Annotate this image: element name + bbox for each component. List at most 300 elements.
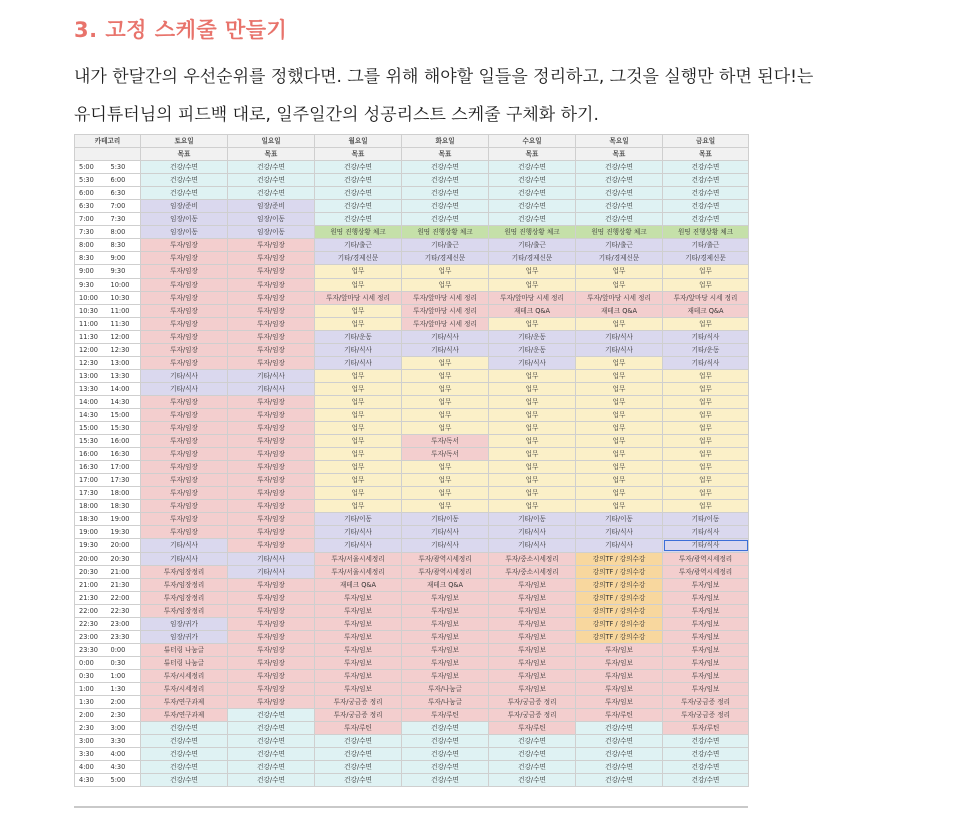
time-start: 4:00 <box>75 761 109 774</box>
schedule-cell: 기타/출근 <box>489 239 576 252</box>
time-end: 7:00 <box>109 200 141 213</box>
time-start: 3:30 <box>75 748 109 761</box>
schedule-cell: 투자/임장 <box>228 356 315 369</box>
schedule-cell: 업무 <box>402 461 489 474</box>
schedule-cell: 투자/임보 <box>489 578 576 591</box>
schedule-cell: 업무 <box>315 500 402 513</box>
schedule-cell: 투자/임장 <box>228 291 315 304</box>
schedule-cell: 투자/임보 <box>402 669 489 682</box>
schedule-cell: 업무 <box>315 278 402 291</box>
schedule-cell: 투자/임장 <box>228 682 315 695</box>
schedule-cell: 기타/식사 <box>576 330 663 343</box>
schedule-cell: 건강/수면 <box>228 161 315 174</box>
schedule-cell: 투자/시세정리 <box>141 669 228 682</box>
schedule-cell: 튜터링 나눔글 <box>141 643 228 656</box>
schedule-cell: 건강/수면 <box>315 213 402 226</box>
schedule-cell: 기타/식사 <box>663 330 749 343</box>
day-header: 수요일 <box>489 135 576 148</box>
schedule-cell: 투자/임보 <box>663 604 749 617</box>
table-row <box>75 735 749 748</box>
time-end: 6:30 <box>109 187 141 200</box>
schedule-cell: 기타/식사 <box>663 526 749 539</box>
time-start: 18:00 <box>75 500 109 513</box>
schedule-cell: 건강/수면 <box>141 774 228 787</box>
schedule-cell: 업무 <box>576 278 663 291</box>
schedule-cell: 업무 <box>402 356 489 369</box>
schedule-cell: 임장/준비 <box>228 200 315 213</box>
table-row <box>75 317 749 330</box>
table-row <box>75 200 749 213</box>
schedule-cell: 기타/식사 <box>576 343 663 356</box>
schedule-cell: 투자/궁금증 정리 <box>315 709 402 722</box>
schedule-cell: 투자/임장 <box>228 252 315 265</box>
schedule-cell: 건강/수면 <box>663 735 749 748</box>
schedule-cell: 투자/임장 <box>141 317 228 330</box>
schedule-cell: 기타/식사 <box>489 356 576 369</box>
schedule-cell: 기타/운동 <box>315 330 402 343</box>
time-end: 21:00 <box>109 565 141 578</box>
table-row <box>75 343 749 356</box>
schedule-cell: 투자/임장정리 <box>141 565 228 578</box>
time-end: 16:00 <box>109 435 141 448</box>
schedule-cell: 건강/수면 <box>402 213 489 226</box>
schedule-cell: 기타/식사 <box>489 539 576 552</box>
schedule-cell: 투자/임보 <box>663 591 749 604</box>
schedule-cell: 투자/임장 <box>228 500 315 513</box>
schedule-cell: 업무 <box>663 435 749 448</box>
table-row <box>75 513 749 526</box>
time-start: 8:30 <box>75 252 109 265</box>
schedule-cell: 기타/식사 <box>315 356 402 369</box>
schedule-cell: 건강/수면 <box>315 161 402 174</box>
time-start: 5:30 <box>75 174 109 187</box>
schedule-cell: 기타/출근 <box>315 239 402 252</box>
day-header: 화요일 <box>402 135 489 148</box>
time-start: 4:30 <box>75 774 109 787</box>
schedule-cell: 기타/식사 <box>228 552 315 565</box>
schedule-cell: 건강/수면 <box>402 200 489 213</box>
table-row <box>75 369 749 382</box>
schedule-cell: 기타/식사 <box>228 369 315 382</box>
table-row <box>75 278 749 291</box>
schedule-cell: 투자/임보 <box>315 669 402 682</box>
schedule-cell: 업무 <box>315 435 402 448</box>
schedule-cell: 기타/경제신문 <box>315 252 402 265</box>
schedule-cell: 투자/루틴 <box>489 722 576 735</box>
table-row <box>75 604 749 617</box>
schedule-cell: 기타/경제신문 <box>663 252 749 265</box>
schedule-cell: 건강/수면 <box>663 774 749 787</box>
schedule-cell: 투자/임보 <box>489 604 576 617</box>
schedule-cell: 투자/임보 <box>315 643 402 656</box>
schedule-cell: 건강/수면 <box>141 722 228 735</box>
schedule-cell: 업무 <box>315 474 402 487</box>
time-end: 12:00 <box>109 330 141 343</box>
schedule-cell: 업무 <box>402 395 489 408</box>
schedule-cell: 업무 <box>663 265 749 278</box>
schedule-cell: 투자/임장 <box>228 669 315 682</box>
schedule-cell: 업무 <box>576 382 663 395</box>
schedule-cell: 업무 <box>663 369 749 382</box>
schedule-cell: 기타/운동 <box>489 330 576 343</box>
schedule-cell: 기타/식사 <box>576 539 663 552</box>
schedule-cell: 투자/임보 <box>315 591 402 604</box>
time-start: 19:00 <box>75 526 109 539</box>
time-end: 19:30 <box>109 526 141 539</box>
schedule-cell: 업무 <box>489 500 576 513</box>
goal-subheader: 목표 <box>141 148 228 161</box>
time-start: 3:00 <box>75 735 109 748</box>
table-row <box>75 578 749 591</box>
schedule-cell: 투자/임장 <box>228 539 315 552</box>
schedule-cell: 업무 <box>576 500 663 513</box>
weekly-schedule-table <box>74 134 749 787</box>
schedule-cell: 건강/수면 <box>489 187 576 200</box>
schedule-cell: 투자/임장 <box>141 487 228 500</box>
schedule-cell: 기타/식사 <box>315 539 402 552</box>
schedule-cell: 건강/수면 <box>228 174 315 187</box>
table-row <box>75 709 749 722</box>
schedule-cell: 투자/임보 <box>489 591 576 604</box>
schedule-cell: 투자/서울시세정리 <box>315 565 402 578</box>
schedule-cell: 건강/수면 <box>663 748 749 761</box>
table-row <box>75 761 749 774</box>
schedule-cell: 업무 <box>402 369 489 382</box>
schedule-cell: 건강/수면 <box>576 213 663 226</box>
schedule-cell: 투자/앞마당 시세 정리 <box>402 304 489 317</box>
time-end: 16:30 <box>109 448 141 461</box>
day-header: 일요일 <box>228 135 315 148</box>
schedule-cell: 투자/임장 <box>141 513 228 526</box>
schedule-cell: 업무 <box>576 369 663 382</box>
time-end: 3:00 <box>109 722 141 735</box>
goal-subheader: 목표 <box>576 148 663 161</box>
goal-subheader: 목표 <box>228 148 315 161</box>
table-row <box>75 265 749 278</box>
schedule-cell: 건강/수면 <box>489 174 576 187</box>
schedule-cell: 업무 <box>576 448 663 461</box>
time-end: 1:30 <box>109 682 141 695</box>
schedule-cell: 건강/수면 <box>315 187 402 200</box>
schedule-cell: 투자/임장 <box>228 408 315 421</box>
schedule-cell: 업무 <box>663 395 749 408</box>
schedule-cell: 투자/임보 <box>402 604 489 617</box>
schedule-cell: 기타/식사 <box>228 382 315 395</box>
time-start: 16:30 <box>75 461 109 474</box>
schedule-cell: 기타/식사 <box>141 369 228 382</box>
schedule-cell: 업무 <box>489 369 576 382</box>
table-row <box>75 487 749 500</box>
schedule-cell: 기타/경제신문 <box>576 252 663 265</box>
table-row <box>75 422 749 435</box>
schedule-cell: 업무 <box>315 395 402 408</box>
schedule-cell: 투자/임장 <box>141 239 228 252</box>
time-start: 10:00 <box>75 291 109 304</box>
schedule-cell: 건강/수면 <box>402 748 489 761</box>
table-row <box>75 630 749 643</box>
schedule-cell: 업무 <box>576 461 663 474</box>
time-start: 23:30 <box>75 643 109 656</box>
table-row <box>75 161 749 174</box>
schedule-cell: 건강/수면 <box>315 200 402 213</box>
schedule-cell: 투자/임보 <box>315 617 402 630</box>
time-end: 14:00 <box>109 382 141 395</box>
schedule-cell: 기타/식사 <box>402 526 489 539</box>
schedule-cell: 건강/수면 <box>663 187 749 200</box>
time-start: 14:30 <box>75 408 109 421</box>
schedule-cell: 업무 <box>663 487 749 500</box>
schedule-cell: 업무 <box>576 435 663 448</box>
time-end: 11:00 <box>109 304 141 317</box>
schedule-cell: 업무 <box>315 382 402 395</box>
time-start: 13:00 <box>75 369 109 382</box>
schedule-cell: 투자/서울시세정리 <box>315 552 402 565</box>
schedule-cell: 건강/수면 <box>576 748 663 761</box>
schedule-cell: 투자/임장정리 <box>141 604 228 617</box>
schedule-cell: 투자/광역시세정리 <box>663 552 749 565</box>
schedule-cell: 원띵 진행상황 체크 <box>402 226 489 239</box>
schedule-cell: 투자/임장 <box>141 343 228 356</box>
goal-subheader: 목표 <box>402 148 489 161</box>
time-start: 13:30 <box>75 382 109 395</box>
schedule-cell: 건강/수면 <box>576 174 663 187</box>
schedule-cell: 투자/궁금증 정리 <box>315 696 402 709</box>
schedule-cell: 강의TF / 강의수강 <box>576 630 663 643</box>
time-end: 17:00 <box>109 461 141 474</box>
schedule-cell: 기타/이동 <box>489 513 576 526</box>
schedule-cell: 투자/임장 <box>141 252 228 265</box>
time-end: 10:00 <box>109 278 141 291</box>
schedule-cell: 투자/궁금증 정리 <box>663 709 749 722</box>
schedule-cell: 투자/임보 <box>576 656 663 669</box>
schedule-cell: 임장/이동 <box>228 226 315 239</box>
schedule-cell: 업무 <box>576 487 663 500</box>
schedule-cell: 기타/식사 <box>141 382 228 395</box>
schedule-cell: 투자/궁금증 정리 <box>489 709 576 722</box>
schedule-cell: 투자/임장 <box>228 617 315 630</box>
schedule-cell: 건강/수면 <box>402 761 489 774</box>
schedule-cell: 업무 <box>576 317 663 330</box>
schedule-cell: 업무 <box>315 487 402 500</box>
schedule-cell: 재테크 Q&A <box>663 304 749 317</box>
schedule-cell: 업무 <box>489 408 576 421</box>
day-header: 목요일 <box>576 135 663 148</box>
table-row <box>75 696 749 709</box>
schedule-cell: 기타/경제신문 <box>489 252 576 265</box>
time-start: 2:30 <box>75 722 109 735</box>
schedule-cell: 투자/앞마당 시세 정리 <box>663 291 749 304</box>
time-start: 15:00 <box>75 422 109 435</box>
schedule-cell: 투자/궁금증 정리 <box>489 696 576 709</box>
table-row <box>75 461 749 474</box>
schedule-cell: 임장/귀가 <box>141 630 228 643</box>
schedule-cell: 투자/임장 <box>228 330 315 343</box>
schedule-cell: 업무 <box>315 422 402 435</box>
table-row <box>75 617 749 630</box>
schedule-cell: 임장/준비 <box>141 200 228 213</box>
time-start: 9:30 <box>75 278 109 291</box>
schedule-cell: 투자/임장 <box>141 448 228 461</box>
time-start: 5:00 <box>75 161 109 174</box>
schedule-cell: 건강/수면 <box>576 161 663 174</box>
time-end: 9:30 <box>109 265 141 278</box>
schedule-cell: 투자/임장 <box>228 239 315 252</box>
schedule-cell: 기타/식사 <box>141 552 228 565</box>
schedule-cell: 기타/식사 <box>402 330 489 343</box>
schedule-cell: 건강/수면 <box>315 761 402 774</box>
time-start: 17:00 <box>75 474 109 487</box>
schedule-cell: 업무 <box>576 474 663 487</box>
schedule-cell: 투자/임보 <box>489 630 576 643</box>
table-row <box>75 226 749 239</box>
schedule-cell: 업무 <box>315 304 402 317</box>
time-end: 15:00 <box>109 408 141 421</box>
schedule-cell: 투자/임장 <box>228 304 315 317</box>
schedule-cell: 건강/수면 <box>402 735 489 748</box>
time-end: 14:30 <box>109 395 141 408</box>
schedule-cell: 업무 <box>402 278 489 291</box>
schedule-cell: 투자/임보 <box>663 578 749 591</box>
schedule-cell: 건강/수면 <box>576 722 663 735</box>
schedule-cell: 투자/임장 <box>228 656 315 669</box>
schedule-cell: 투자/광역시세정리 <box>402 565 489 578</box>
schedule-cell: 투자/중소시세정리 <box>489 565 576 578</box>
table-row <box>75 774 749 787</box>
schedule-cell: 업무 <box>489 395 576 408</box>
schedule-cell: 투자/임장 <box>228 317 315 330</box>
schedule-cell: 업무 <box>576 356 663 369</box>
table-row <box>75 330 749 343</box>
schedule-cell: 투자/임장 <box>141 265 228 278</box>
schedule-cell: 기타/식사 <box>315 526 402 539</box>
schedule-cell: 건강/수면 <box>228 761 315 774</box>
schedule-cell: 투자/임보 <box>576 669 663 682</box>
schedule-cell: 원띵 진행상황 체크 <box>315 226 402 239</box>
schedule-cell: 업무 <box>489 265 576 278</box>
schedule-cell: 투자/연구과제 <box>141 709 228 722</box>
schedule-cell: 건강/수면 <box>489 748 576 761</box>
schedule-cell: 투자/임장 <box>141 356 228 369</box>
sheet-bottom-border <box>74 806 748 808</box>
schedule-cell: 건강/수면 <box>402 187 489 200</box>
schedule-cell: 업무 <box>663 461 749 474</box>
category-header: 카테고리 <box>75 135 141 148</box>
table-row <box>75 304 749 317</box>
schedule-cell: 건강/수면 <box>141 748 228 761</box>
schedule-cell: 건강/수면 <box>402 161 489 174</box>
time-end: 12:30 <box>109 343 141 356</box>
time-end: 10:30 <box>109 291 141 304</box>
table-row <box>75 187 749 200</box>
time-start: 0:30 <box>75 669 109 682</box>
table-row <box>75 591 749 604</box>
schedule-cell: 투자/임장 <box>228 513 315 526</box>
schedule-cell: 투자/임장 <box>141 304 228 317</box>
schedule-cell: 투자/임보 <box>402 591 489 604</box>
table-row <box>75 500 749 513</box>
schedule-cell: 업무 <box>489 448 576 461</box>
schedule-cell: 투자/임장 <box>141 474 228 487</box>
schedule-cell: 투자/임장 <box>228 422 315 435</box>
schedule-cell: 투자/임장 <box>228 265 315 278</box>
schedule-cell: 업무 <box>489 435 576 448</box>
schedule-cell: 투자/연구과제 <box>141 696 228 709</box>
schedule-cell: 건강/수면 <box>141 761 228 774</box>
table-row <box>75 474 749 487</box>
schedule-cell: 건강/수면 <box>228 187 315 200</box>
time-start: 6:00 <box>75 187 109 200</box>
schedule-cell: 건강/수면 <box>228 722 315 735</box>
table-row <box>75 565 749 578</box>
intro-paragraph-line-1: 내가 한달간의 우선순위를 정했다면. 그를 위해 해야할 일들을 정리하고, 그것을 실행만 하면 된다!는 <box>74 67 814 87</box>
schedule-cell: 투자/임장 <box>228 696 315 709</box>
schedule-cell: 투자/임장 <box>228 435 315 448</box>
table-row <box>75 174 749 187</box>
schedule-cell: 업무 <box>489 461 576 474</box>
time-start: 11:30 <box>75 330 109 343</box>
schedule-cell: 건강/수면 <box>489 213 576 226</box>
schedule-cell: 기타/출근 <box>663 239 749 252</box>
schedule-cell: 투자/임보 <box>663 656 749 669</box>
schedule-cell: 투자/중소시세정리 <box>489 552 576 565</box>
time-start: 23:00 <box>75 630 109 643</box>
table-row <box>75 382 749 395</box>
time-start: 12:30 <box>75 356 109 369</box>
schedule-cell: 재테크 Q&A <box>576 304 663 317</box>
schedule-cell: 투자/임보 <box>576 643 663 656</box>
schedule-cell: 기타/식사 <box>402 343 489 356</box>
time-start: 11:00 <box>75 317 109 330</box>
schedule-cell: 투자/임보 <box>402 643 489 656</box>
table-row <box>75 748 749 761</box>
time-end: 15:30 <box>109 422 141 435</box>
schedule-cell: 업무 <box>663 317 749 330</box>
schedule-cell: 업무 <box>315 265 402 278</box>
schedule-cell: 건강/수면 <box>489 761 576 774</box>
schedule-cell: 기타/이동 <box>315 513 402 526</box>
table-row <box>75 239 749 252</box>
schedule-cell: 투자/임장 <box>228 591 315 604</box>
schedule-cell: 건강/수면 <box>315 174 402 187</box>
schedule-cell: 기타/식사 <box>402 539 489 552</box>
table-subheader-row <box>75 148 749 161</box>
schedule-cell: 건강/수면 <box>315 748 402 761</box>
time-start: 19:30 <box>75 539 109 552</box>
schedule-cell: 투자/임보 <box>489 669 576 682</box>
table-row <box>75 435 749 448</box>
schedule-cell: 건강/수면 <box>315 735 402 748</box>
schedule-cell: 투자/임장 <box>141 278 228 291</box>
schedule-cell: 투자/임보 <box>663 630 749 643</box>
schedule-cell: 투자/임보 <box>489 643 576 656</box>
schedule-cell: 건강/수면 <box>402 174 489 187</box>
time-end: 4:30 <box>109 761 141 774</box>
schedule-cell: 투자/임장 <box>228 487 315 500</box>
schedule-cell: 투자/나눔글 <box>402 682 489 695</box>
time-end: 6:00 <box>109 174 141 187</box>
day-header: 월요일 <box>315 135 402 148</box>
time-start: 7:00 <box>75 213 109 226</box>
time-start: 17:30 <box>75 487 109 500</box>
schedule-cell: 투자/임보 <box>489 682 576 695</box>
schedule-cell: 투자/앞마당 시세 정리 <box>402 317 489 330</box>
time-end: 22:30 <box>109 604 141 617</box>
schedule-cell: 투자/임보 <box>315 604 402 617</box>
time-end: 20:00 <box>109 539 141 552</box>
time-end: 8:30 <box>109 239 141 252</box>
table-row <box>75 656 749 669</box>
time-start: 2:00 <box>75 709 109 722</box>
